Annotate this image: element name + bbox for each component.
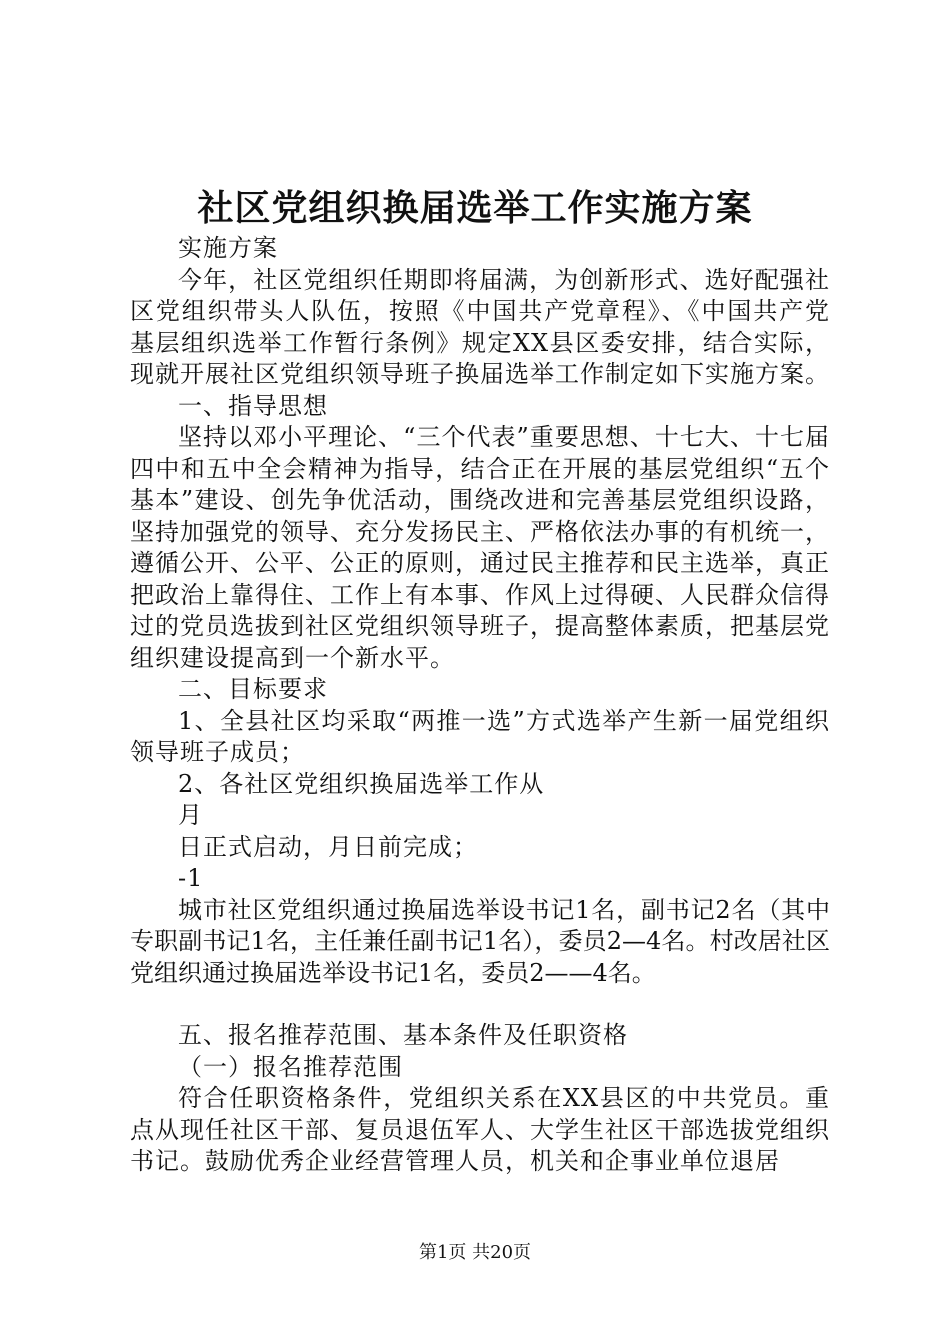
section-heading-guiding-ideology: 一、指导思想 — [178, 391, 328, 420]
document-title: 社区党组织换届选举工作实施方案 — [197, 187, 753, 229]
page-footer: 第1页 共20页 — [418, 1242, 532, 1263]
paragraph-objective-1: 1、全县社区均采取“两推一选”方式选举产生新一届党组织领导班子成员； — [130, 706, 830, 766]
paragraph-intro: 今年，社区党组织任期即将届满，为创新形式、选好配强社区党组织带头人队伍，按照《中国共产党章程》、《中国共产党基层组织选举工作暂行条例》规定XX县区委安排，结合实际，现就开展社区党组织领导班子换届选举工作制定如下实施方案。 — [130, 265, 830, 388]
paragraph-marker: -1 — [178, 864, 204, 892]
section-heading-objectives: 二、目标要求 — [178, 675, 328, 703]
paragraph-nomination-scope: 符合任职资格条件，党组织关系在XX县区的中共党员。重点从现任社区干部、复员退伍军人、大学生社区干部选拔党组织书记。鼓励优秀企业经营管理人员，机关和企事业单位退居 — [130, 1084, 830, 1175]
paragraph-month: 月 — [178, 801, 203, 829]
paragraph-start-date: 日正式启动，月日前完成； — [178, 832, 478, 861]
paragraph-heading-plan: 实施方案 — [178, 234, 278, 262]
paragraph-objective-2: 2、各社区党组织换届选举工作从 — [178, 769, 545, 798]
section-heading-nomination: 五、报名推荐范围、基本条件及任职资格 — [178, 1021, 628, 1049]
subsection-heading-nomination-scope: （一）报名推荐范围 — [178, 1052, 403, 1081]
paragraph-committee-composition: 城市社区党组织通过换届选举设书记1名，副书记2名（其中专职副书记1名，主任兼任副书记1名），委员2—4名。村改居社区党组织通过换届选举设书记1名，委员2——4名。 — [130, 895, 830, 987]
document-body — [130, 233, 830, 1178]
paragraph-guiding-ideology: 坚持以邓小平理论、“三个代表”重要思想、十七大、十七届四中和五中全会精神为指导，结合正在开展的基层党组织“五个基本”建设、创先争优活动，围绕改进和完善基层党组织设路，坚持加强党的领导、充分发扬民主、严格依法办事的有机统一，遵循公开、公平、公正的原则，通过民主推荐和民主选举，真正把政治上靠得住、工作上有本事、作风上过得硬、人民群众信得过的党员选拔到社区党组织领导班子，提高整体素质，把基层党组织建设提高到一个新水平。 — [130, 423, 830, 672]
